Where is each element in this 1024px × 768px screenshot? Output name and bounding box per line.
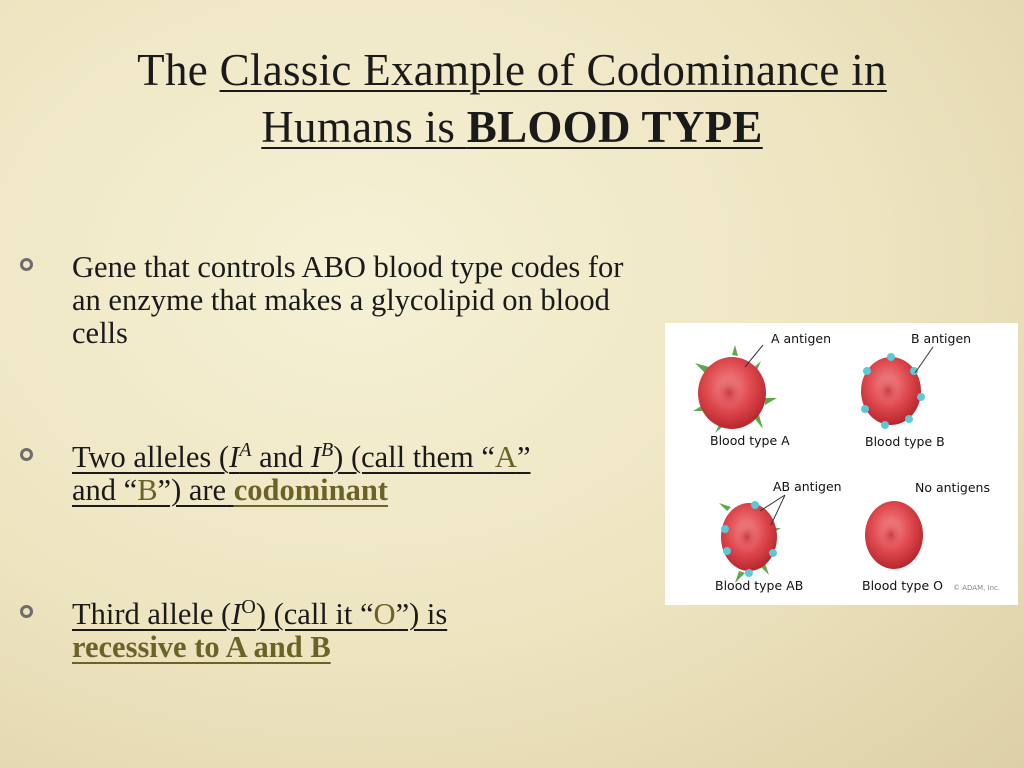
cell-type-o: [865, 501, 923, 569]
bullet-gene: [20, 251, 660, 350]
label-blood-type-a: Blood type A: [710, 433, 790, 448]
allele-sup-b: B: [320, 438, 334, 461]
alleles-and-2: and “: [72, 473, 138, 507]
allele-b-label: B: [137, 473, 158, 507]
alleles-quote: ”: [516, 440, 531, 474]
allele-i: I: [310, 440, 321, 474]
bullet-alleles-text: [72, 438, 660, 507]
bullet-third-text: [72, 595, 660, 664]
image-credit: © ADAM, Inc.: [953, 584, 1001, 592]
allele-i: I: [231, 597, 242, 631]
label-blood-type-ab: Blood type AB: [715, 578, 804, 593]
bullet-circle-icon: [20, 448, 33, 461]
alleles-and: and: [251, 440, 311, 474]
recessive-term: recessive to A and B: [72, 630, 331, 664]
cell-type-a: [693, 345, 777, 433]
label-b-antigen: B antigen: [911, 331, 972, 346]
title-underlined-text: Classic Example of Codominance in: [219, 45, 887, 95]
title-blood-type: BLOOD TYPE: [466, 102, 763, 152]
allele-o-label: O: [373, 597, 396, 631]
label-ab-antigen: AB antigen: [773, 479, 842, 494]
label-no-antigens: No antigens: [915, 480, 990, 495]
alleles-text-2: ) (call them “: [333, 440, 495, 474]
label-blood-type-o: Blood type O: [862, 578, 943, 593]
third-text-3: ”) is: [395, 597, 448, 631]
blood-cells-illustration: [665, 323, 1018, 605]
allele-sup-o: O: [241, 595, 256, 618]
title-line-2: [40, 99, 984, 156]
alleles-text-1: Two alleles (: [72, 440, 230, 474]
codominant-term: codominant: [233, 473, 388, 507]
bullet-circle-icon: [20, 258, 33, 271]
bullet-gene-text: Gene that controls ABO blood type codes for an enzyme that makes a glycolipid on blood cells: [72, 250, 624, 350]
alleles-text-3: ”) are: [157, 473, 227, 507]
bullet-alleles: [20, 438, 660, 507]
cell-type-b: [861, 347, 933, 429]
title-line-1: [40, 42, 984, 99]
title-line2-text: Humans is: [261, 102, 467, 152]
label-blood-type-b: Blood type B: [865, 434, 945, 449]
title-prefix: The: [137, 45, 220, 95]
bullet-circle-icon: [20, 605, 33, 618]
third-text-2: ) (call it “: [255, 597, 374, 631]
third-text-1: Third allele (: [72, 597, 232, 631]
label-a-antigen: A antigen: [771, 331, 832, 346]
bullet-third-allele: [20, 595, 660, 664]
slide-title: [40, 42, 984, 156]
allele-sup-a: A: [239, 438, 252, 461]
blood-type-figure: [665, 323, 1018, 605]
allele-i: I: [229, 440, 240, 474]
allele-a-label: A: [494, 440, 517, 474]
cell-type-ab: [719, 495, 785, 583]
